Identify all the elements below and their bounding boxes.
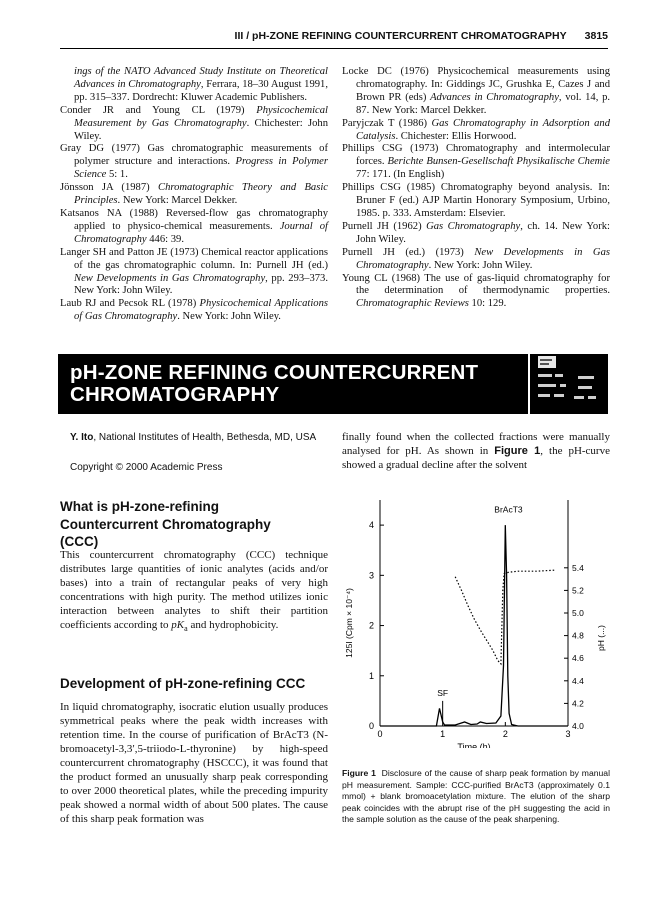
section-heading: Development of pH-zone-refining CCC [60,676,306,691]
reference-item: Jönsson JA (1987) Chromatographic Theory and Basic Principles. New York: Marcel Dekker. [60,182,329,207]
author-block [70,432,320,445]
caption-label: Figure 1 [342,768,376,778]
y-tick-label-right: 4.0 [572,721,584,731]
y-tick-label-right: 4.6 [572,653,584,664]
y-tick-label-left: 0 [368,721,374,731]
y-tick-label-left: 3 [368,570,374,581]
running-header [60,30,608,49]
page-number: 3815 [584,30,608,42]
reference-item: Phillips CSG (1985) Chromatography beyond analysis. In: Bruner F (ed.) AJP Martin Honorary Symposium, Urbino, 1985. p. 333. Amsterdam: Elsevier. [342,182,610,219]
figure-reference: Figure 1 [494,445,541,457]
reference-item: Conder JR and Young CL (1979) Physicochemical Measurement by Gas Chromatography. Chichester: John Wiley. [60,104,328,142]
section-paragraph: In liquid chromatography, isocratic elution usually produces symmetrical peaks where the peak width increases with retention time. In the course of purification of BrAcT3 (N-bromoacetyl-3,3′,5-triiodo-L-thyronine) by high-speed countercurrent chromatography (HSCCC), it was found that the product formed an unusually sharp peak corresponding to over 2000 theoretical plates, while the preceding impurity peak showed a normal width of about 500 plates. The cause of this sharp peak formation was [60,701,328,825]
x-tick-label: 3 [565,729,571,739]
document-icon [530,354,608,414]
figure-chart [342,498,612,748]
y-tick-label-right: 4.2 [572,698,584,709]
y-axis-label-right: pH (...) [596,625,606,651]
y-tick-label-right: 5.4 [572,562,584,573]
references-left [60,66,328,324]
author-name: Y. Ito [70,432,94,443]
reference-item: Laub RJ and Pecsok RL (1978) Physicochemical Applications of Gas Chromatography. New York: John Wiley. [60,298,328,323]
reference-item: Young CL (1968) The use of gas-liquid chromatography for the determination of thermodynamic properties. Chromatographic Reviews 10: 129. [342,272,610,310]
article-title-line1: pH-ZONE REFINING COUNTERCURRENT [70,361,479,384]
y-tick-label-left: 4 [368,520,374,531]
reference-item: ings of the NATO Advanced Study Institute on Theoretical Advances in Chromatography, Ferrara, 18–30 August 1991, pp. 315–337. Dordrecht: Kluwer Academic Publishers. [74,66,328,103]
series-radioactivity [380,525,568,726]
y-tick-label-right: 4.4 [572,675,584,686]
y-tick-label-left: 1 [368,670,374,681]
copyright-notice: Copyright © 2000 Academic Press [70,462,223,473]
intro-paragraph: finally found when the collected fractions were manually analysed for pH. As shown in Figure 1, the pH-curve showed a gradual decline after the solvent [342,431,610,471]
series-ph [455,570,555,664]
y-tick-label-right: 4.8 [572,630,584,641]
chart-annotation: SF [437,687,449,698]
reference-item: Purnell JH (1962) Gas Chromatography, ch. 14. New York: John Wiley. [342,220,610,245]
y-tick-label-right: 5.0 [572,608,584,618]
running-title: III / pH-ZONE REFINING COUNTERCURRENT CHROMATOGRAPHY [234,30,567,42]
reference-item: Locke DC (1976) Physicochemical measurements using chromatography. In: Giddings JC, Grushka E, Cazes J and Brown PR (eds) Advances in Chromatography, vol. 14, p. 87. New York: Marcel Dekker. [342,66,611,116]
y-axis-label-left: 125I (Cpm × 10⁻⁴) [344,588,354,658]
references-right [342,66,610,311]
x-tick-label: 2 [502,729,508,739]
reference-item: Katsanos NA (1988) Reversed-flow gas chromatography applied to physico-chemical measurements. Journal of Chromatography 446: 39. [60,207,328,245]
reference-item: Paryjczak T (1986) Gas Chromatography in Adsorption and Catalysis. Chichester: Ellis Horwood. [342,117,611,142]
reference-item: Purnell JH (ed.) (1973) New Developments in Gas Chromatography. New York: John Wiley. [342,246,610,271]
chart-svg [342,498,612,748]
x-axis-label: Time (h) [457,742,491,748]
section-heading: What is pH-zone-refining Countercurrent Chromatography (CCC) [60,499,271,549]
x-tick-label: 0 [377,729,383,739]
caption-text: Disclosure of the cause of sharp peak formation by manual pH measurement. Sample: CCC-purified BrAcT3 (approximately 0.1 mmol) + blank bromoacetylation mixture. The elution of the sharp peak coincides with the abrupt rise of the pH suggesting the acid in the sample solution as the cause of the peak sharpening. [342,768,610,824]
chart-annotation: BrAcT3 [494,504,523,515]
reference-item: Phillips CSG (1973) Chromatography and intermolecular forces. Berichte Bunsen-Gesellschaft Physikalische Chemie 77: 171. (In English) [342,143,610,181]
y-tick-label-left: 2 [368,620,374,631]
article-title-banner [58,354,528,414]
article-title-line2: CHROMATOGRAPHY [70,383,280,406]
x-tick-label: 1 [440,729,446,739]
y-tick-label-right: 5.2 [572,585,584,596]
figure-caption [342,768,610,826]
reference-item: Gray DG (1977) Gas chromatographic measurements of polymer structure and interactions. Progress in Polymer Science 5: 1. [60,143,329,181]
section-paragraph: This countercurrent chromatography (CCC) technique distributes large quantities of ionic analytes (acids and/or bases) into a train of rectangular peaks of very high concentrations with high purity. The method utilizes ionic interaction between analytes to shift their partition coefficients according to $pK_a$ and hydrophobicity. [60,549,328,634]
reference-item: Langer SH and Patton JE (1973) Chemical reactor applications of the gas chromatographic column. In: Purnell JH (ed.) New Developments in Gas Chromatography, pp. 293–373. New York: John Wiley. [60,246,328,297]
author-affiliation: , National Institutes of Health, Bethesda, MD, USA [93,432,317,443]
